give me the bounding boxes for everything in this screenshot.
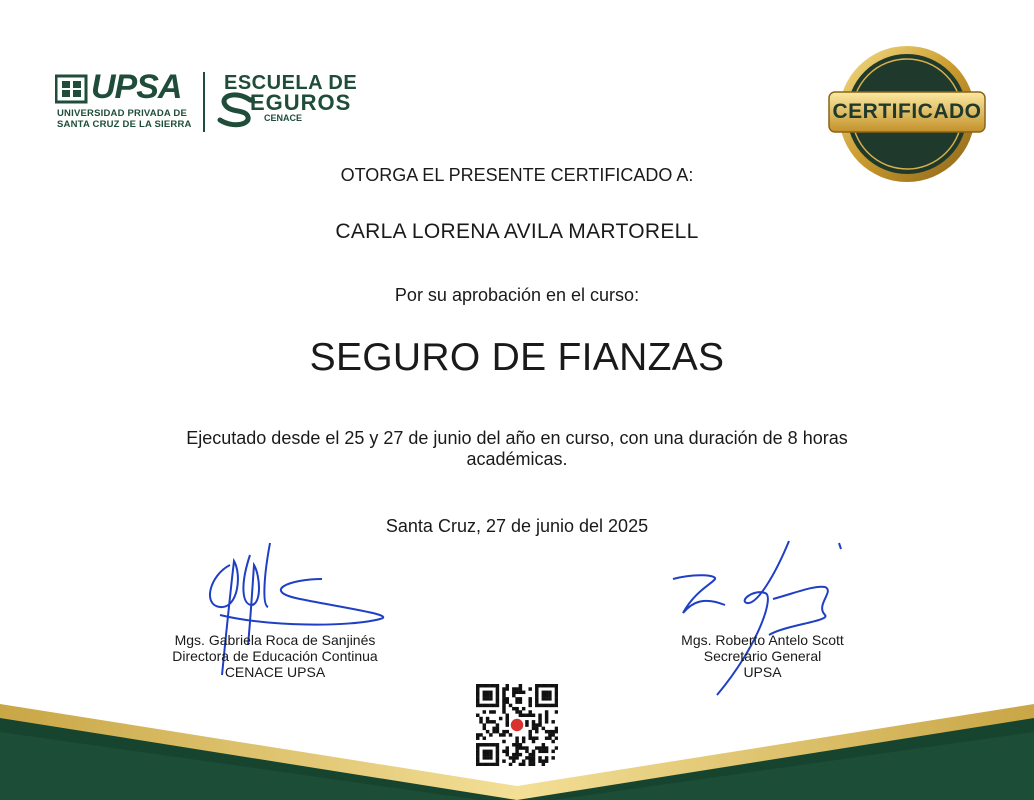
recipient-name: CARLA LORENA AVILA MARTORELL: [335, 220, 699, 243]
course-title: SEGURO DE FIANZAS: [309, 336, 725, 379]
certificado-seal: [827, 44, 987, 184]
approval-line: Por su aprobación en el curso:: [394, 285, 640, 305]
signatory-left: [150, 632, 400, 680]
upsa-logo: [55, 70, 195, 132]
qr-code[interactable]: [476, 684, 558, 766]
escuela-logo: [214, 72, 379, 132]
description-line-2: académicas.: [466, 449, 568, 469]
logo-divider: [203, 72, 205, 132]
escuela-line-1: ESCUELA DE: [224, 72, 358, 94]
signatory-right: [635, 632, 890, 680]
upsa-mark-icon: [55, 74, 89, 104]
description-line-1: Ejecutado desde el 25 y 27 de junio del año en curso, con una duración de 8 horas: [186, 428, 848, 448]
signatory-left-title: Directora de Educación Continua: [172, 648, 378, 664]
place-date: Santa Cruz, 27 de junio del 2025: [385, 516, 649, 536]
signatory-right-name: Mgs. Roberto Antelo Scott: [681, 632, 844, 648]
upsa-wordmark: UPSA: [91, 68, 182, 106]
upsa-subtitle-1: UNIVERSIDAD PRIVADA DE: [57, 108, 188, 119]
escuela-line-2: EGUROS: [250, 90, 352, 115]
grant-line: OTORGA EL PRESENTE CERTIFICADO A:: [340, 165, 694, 185]
signatory-left-org: CENACE UPSA: [224, 664, 326, 680]
signatory-right-org: UPSA: [743, 664, 782, 680]
escuela-cenace: CENACE: [264, 113, 303, 123]
signatory-left-name: Mgs. Gabriela Roca de Sanjinés: [174, 632, 376, 648]
seal-label: CERTIFICADO: [832, 100, 982, 123]
signatory-right-title: Secretario General: [703, 648, 822, 664]
upsa-subtitle-2: SANTA CRUZ DE LA SIERRA: [57, 119, 192, 130]
